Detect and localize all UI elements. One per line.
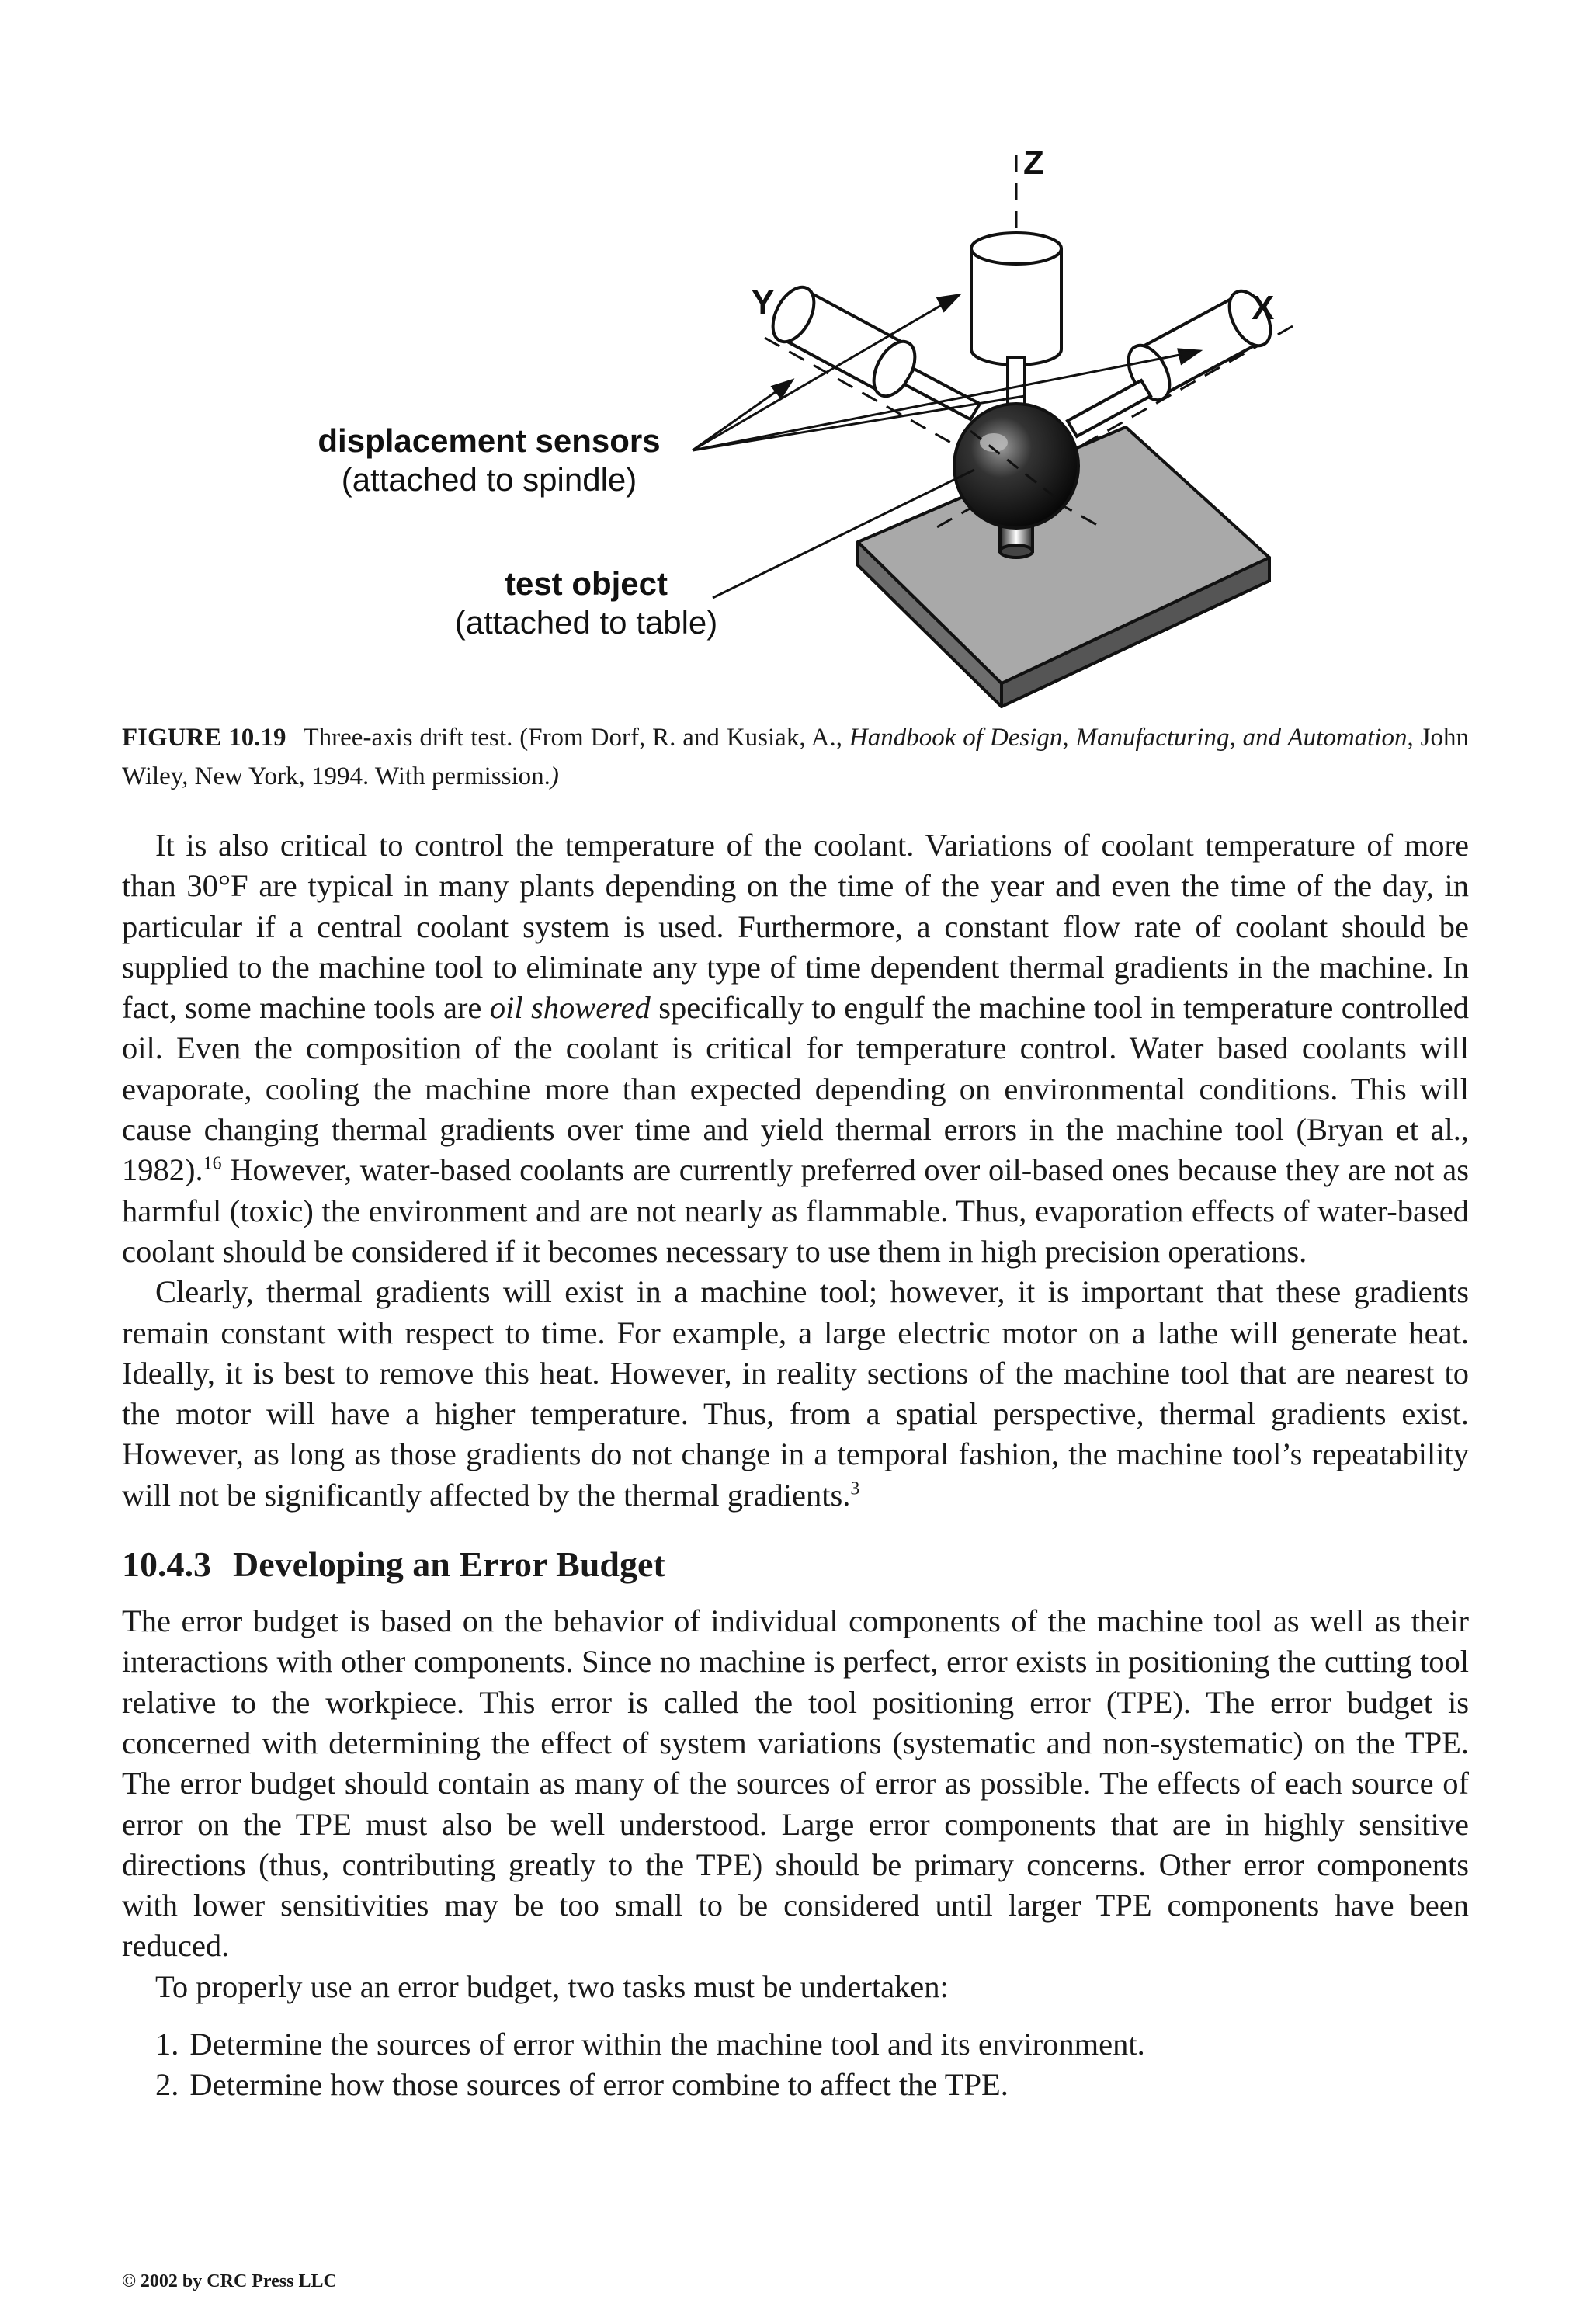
sensors-label-title: displacement sensors: [318, 422, 661, 459]
figure-three-axis-drift-test: [0, 124, 1590, 714]
paragraph-coolant-part-c: However, water-based coolants are currently preferred over oil-based ones because they are not as harmful (toxic) the environment and are not nearly as flammable. Thus, evaporation effects of water-based coolant should be considered if it becomes necessary to use them in high precision operations.: [122, 1152, 1469, 1269]
drift-test-illustration: [0, 124, 1590, 714]
caption-text-1: Three-axis drift test. (From Dorf, R. and Kusiak, A.,: [303, 724, 849, 752]
section-number: 10.4.3: [122, 1544, 211, 1585]
paragraph-coolant: [122, 825, 1469, 1272]
test-object-label-note: (attached to table): [454, 604, 718, 641]
paragraph-error-budget: The error budget is based on the behavior of individual components of the machine tool as well as their interactions with other components. Since no machine is perfect, error exists in positioning the cutting tool relative to the workpiece. This error is called the tool positioning error (TPE). The error budget is concerned with determining the effect of system variations (systematic and non-systematic) on the TPE. The error budget should contain as many of the sources of error as possible. The effects of each source of error on the TPE must also be well understood. Large error components that are in highly sensitive directions (thus, contributing greatly to the TPE) should be primary concerns. Other error components with lower sensitivities may be too small to be considered until larger TPE components have been reduced.: [122, 1603, 1469, 1964]
paragraph-thermal-gradients: [122, 1272, 1469, 1516]
sensors-label: [295, 422, 683, 499]
footnote-ref-3: 3: [850, 1478, 860, 1499]
sensors-label-note: (attached to spindle): [341, 461, 637, 498]
axis-label-z: Z: [1023, 144, 1044, 182]
test-ball: [954, 404, 1078, 528]
axis-label-y: Y: [752, 283, 775, 321]
list-item: [122, 2065, 1469, 2105]
paragraph-coolant-part-b: specifically to engulf the machine tool in temperature controlled oil. Even the composition of the coolant is critical for temperature control. Water based coolants will evaporate, cooling the machine more than expected depending on environmental conditions. This will cause changing thermal gradients over time and yield thermal errors in the machine tool (Bryan et al., 1982).: [122, 990, 1469, 1188]
caption-text-2: , John Wiley, New York, 1994. With permission.: [122, 724, 1470, 790]
section-title: Developing an Error Budget: [233, 1544, 665, 1585]
footnote-ref-16: 16: [203, 1153, 222, 1174]
list-item-text: Determine how those sources of error combine to affect the TPE.: [189, 2067, 1009, 2103]
body-text: [122, 825, 1469, 2106]
section-heading: [122, 1542, 1469, 1587]
test-object-label-title: test object: [504, 565, 668, 602]
axis-label-x: X: [1252, 289, 1275, 327]
paragraph-tasks-intro: To properly use an error budget, two tasks must be undertaken:: [155, 1968, 949, 2004]
figure-caption: [122, 718, 1469, 796]
caption-close-paren: ): [550, 763, 559, 790]
copyright-footer: © 2002 by CRC Press LLC: [122, 2271, 337, 2291]
x-displacement-sensor: [1068, 284, 1279, 436]
list-item-number: 1.: [155, 2027, 179, 2062]
list-item: [122, 2024, 1469, 2065]
figure-number: FIGURE 10.19: [122, 724, 286, 752]
test-object-label: [435, 564, 738, 642]
caption-book-title: Handbook of Design, Manufacturing, and Automation: [849, 724, 1408, 752]
task-list: [122, 2024, 1469, 2106]
paragraph-thermal-text: Clearly, thermal gradients will exist in a machine tool; however, it is important that these gradients remain constant with respect to time. For example, a large electric motor on a lathe will generate heat. Ideally, it is best to remove this heat. However, in reality sections of the machine tool that are nearest to the motor will have a higher temperature. Thus, from a spatial perspective, thermal gradients exist. However, as long as those gradients do not change in a temporal fashion, the machine tool’s repeatability will not be significantly affected by the thermal gradients.: [122, 1274, 1469, 1513]
list-item-number: 2.: [155, 2067, 179, 2103]
italic-oil-showered: oil showered: [489, 990, 651, 1026]
paragraph-coolant-part-a: It is also critical to control the temperature of the coolant. Variations of coolant temperature of more than 30°F are typical in many plants depending on the time of the year and even the time of the day, in particular if a central coolant system is used. Furthermore, a constant flow rate of coolant should be supplied to the machine tool to eliminate any type of time dependent thermal gradients in the machine. In fact, some machine tools are: [122, 828, 1469, 1026]
list-item-text: Determine the sources of error within the machine tool and its environment.: [189, 2027, 1145, 2062]
